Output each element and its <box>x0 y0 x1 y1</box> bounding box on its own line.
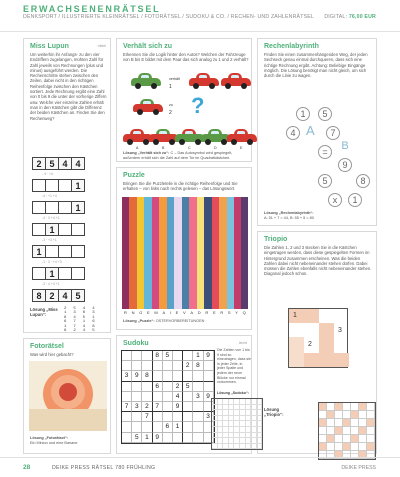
digit-cell: 4 <box>71 157 85 170</box>
maze-node: 9 <box>338 158 352 172</box>
sudoku-cell[interactable] <box>193 422 203 432</box>
sudoku-cell[interactable] <box>183 422 193 432</box>
option-letter: A <box>136 146 139 150</box>
panel-title: Sudoku <box>123 340 149 347</box>
digit-cell: 8 <box>32 289 46 302</box>
digit-cell: 5 <box>45 157 59 170</box>
car-1 <box>131 73 161 88</box>
empty-cell <box>58 201 72 214</box>
panel-title: Triopio <box>264 236 288 243</box>
digit-cell: 1 <box>71 201 85 214</box>
solution-grid: 2 5 4 4 1 3 6 3 6 4 5 1 6 7 1 6 1 7 4 8 8 2 4 5 <box>64 307 97 334</box>
op-row: -3 · 4 +4 +1 <box>42 282 60 286</box>
sudoku-cell[interactable] <box>183 412 193 422</box>
sudoku-cell[interactable]: 5 <box>183 382 193 392</box>
sudoku-grid <box>121 350 215 444</box>
sudoku-cell[interactable]: 5 <box>132 433 142 443</box>
op-row: -4 · 3 +4 +1 <box>42 216 60 220</box>
digit-cell: 1 <box>71 179 85 192</box>
sudoku-cell[interactable] <box>142 392 152 402</box>
panel-fotoratsel <box>23 338 111 454</box>
bottom-digit-row <box>32 289 84 302</box>
empty-cell <box>58 223 72 236</box>
sudoku-cell[interactable] <box>132 412 142 422</box>
car-2 <box>189 73 219 88</box>
sudoku-cell[interactable]: 9 <box>153 433 163 443</box>
sudoku-cell[interactable] <box>163 392 173 402</box>
sudoku-cell[interactable]: 3 <box>122 371 132 381</box>
option-letter: C <box>188 146 191 150</box>
given-number: 3 <box>338 327 342 334</box>
sudoku-cell[interactable]: 1 <box>142 433 152 443</box>
op-row: -4 · +1 +4 <box>42 194 57 198</box>
digit-cell: 1 <box>45 223 59 236</box>
car-option-e <box>227 129 257 144</box>
sudoku-cell[interactable] <box>153 422 163 432</box>
sudoku-cell[interactable] <box>183 392 193 402</box>
sudoku-cell[interactable]: 6 <box>153 382 163 392</box>
sudoku-cell[interactable] <box>122 433 132 443</box>
panel-triopio <box>257 231 377 454</box>
sudoku-cell[interactable]: 3 <box>193 392 203 402</box>
mid-row-3 <box>32 223 84 236</box>
panel-title: Rechenlabyrinth <box>264 43 319 50</box>
option-letter: E <box>240 146 243 150</box>
op-row: - 4 · +4 <box>42 172 53 176</box>
panel-rechenlabyrinth <box>257 38 377 226</box>
mid-row-2 <box>32 201 84 214</box>
sudoku-cell[interactable] <box>193 433 203 443</box>
instructions: Was wird hier gebacht? <box>30 352 74 357</box>
sudoku-cell[interactable] <box>173 412 183 422</box>
empty-cell <box>71 245 85 258</box>
digit-cell: 1 <box>45 267 59 280</box>
sudoku-cell[interactable]: 9 <box>204 351 214 361</box>
sudoku-cell[interactable] <box>122 351 132 361</box>
sudoku-cell[interactable] <box>142 382 152 392</box>
digit-cell: 1 <box>32 245 46 258</box>
empty-cell <box>45 245 59 258</box>
sudoku-cell[interactable] <box>163 402 173 412</box>
sudoku-cell[interactable] <box>163 361 173 371</box>
car-number: 2 <box>169 110 172 116</box>
footer-text: DEIKE PRESS RÄTSEL 780 FRÜHLING <box>52 465 156 471</box>
maze-node: 1 <box>296 107 310 121</box>
sudoku-cell[interactable]: 3 <box>204 412 214 422</box>
sudoku-cell[interactable] <box>122 382 132 392</box>
panel-title: Miss Lupun <box>30 43 69 50</box>
sudoku-cell[interactable] <box>193 382 203 392</box>
sudoku-cell[interactable] <box>163 433 173 443</box>
sudoku-cell[interactable]: 3 <box>132 402 142 412</box>
maze-node: 8 <box>356 174 370 188</box>
sudoku-cell[interactable]: 7 <box>142 412 152 422</box>
panel-verhalt <box>116 38 252 162</box>
sudoku-cell[interactable] <box>204 371 214 381</box>
digit-cell: 5 <box>71 289 85 302</box>
sudoku-cell[interactable] <box>173 351 183 361</box>
sudoku-cell[interactable] <box>183 402 193 412</box>
sudoku-cell[interactable] <box>173 433 183 443</box>
sudoku-cell[interactable]: 2 <box>183 361 193 371</box>
sudoku-cell[interactable] <box>153 371 163 381</box>
solution-cell <box>257 444 263 450</box>
sudoku-cell[interactable] <box>163 382 173 392</box>
instructions: Die Zahlen von 1 bis 9 sind so einzutragen, dass sie in jeder Zeile, in jeder Spalte und jedem der neun Blöcke nur einmal vorkommen. <box>217 348 251 385</box>
triopio-grid <box>288 308 348 368</box>
sudoku-cell[interactable] <box>132 382 142 392</box>
car-label-a: verhält <box>169 77 180 81</box>
sudoku-cell[interactable] <box>173 371 183 381</box>
sudoku-cell[interactable]: 7 <box>153 402 163 412</box>
car-4 <box>133 99 163 114</box>
sudoku-cell[interactable]: 2 <box>173 382 183 392</box>
empty-cell <box>45 201 59 214</box>
maze-node: 5 <box>318 174 332 188</box>
sudoku-cell[interactable]: 7 <box>122 402 132 412</box>
digit-cell: 2 <box>45 289 59 302</box>
sudoku-cell[interactable]: 1 <box>173 422 183 432</box>
instructions: Die Zahlen 1, 2 und 3 stecken Sie in die Kästchen eingetragen werden, dass diese gespiegelten Formen im Hintergrund zusammen erscheinen. Was die beiden Zahlen dabei nicht nebeneinander stehen dürfen. Dabei müssen die Zahlen ebenfalls nicht nebeneinander stehen. Diagonal jedoch schon. <box>264 245 372 277</box>
sudoku-solution-grid <box>211 398 263 450</box>
sudoku-cell[interactable]: 4 <box>173 392 183 402</box>
sudoku-cell[interactable] <box>183 433 193 443</box>
solution: Lösung „Verhält sich zu“: C – Das Autosymbol wird gespiegelt, außerdem erhält sich die Zahl auf dem Tor im Quadratkästchen. <box>123 151 233 160</box>
label-a: A <box>306 123 315 138</box>
empty-cell <box>45 179 59 192</box>
sudoku-cell[interactable] <box>204 382 214 392</box>
panel-title: Puzzle <box>123 172 145 179</box>
sudoku-cell[interactable] <box>122 361 132 371</box>
sudoku-cell[interactable] <box>122 412 132 422</box>
sudoku-cell[interactable] <box>173 361 183 371</box>
sudoku-cell[interactable] <box>132 422 142 432</box>
solution: Lösung „Fotorätsel“: Ein Minion und eine Banane <box>30 436 78 445</box>
maze-node: 7 <box>326 126 340 140</box>
panel-title: Fotorätsel <box>30 343 64 350</box>
given-number: 2 <box>308 341 312 348</box>
photo-image <box>29 361 107 431</box>
triopio-solution-grid <box>318 402 376 460</box>
sudoku-cell[interactable] <box>122 422 132 432</box>
solution-label: Lösung „Sudoku“: <box>217 391 249 395</box>
sudoku-cell[interactable] <box>163 412 173 422</box>
empty-cell <box>71 223 85 236</box>
sudoku-cell[interactable] <box>142 351 152 361</box>
panel-puzzle <box>116 167 252 330</box>
instructions: Um weiterhin ihr Anfangs- zu den vier Endziffern zugelangen, mühten Zahl für Zahl jeweils von Rechnungen (plus und minus) ausgeführt werden. Die Rechenschritte stehen zwischen den Zeilen, dabei nicht in den richtigen Reihenfolge zwischen den Kästchen sortiert. Jede Rechnung ergibt eine Zahl von 0 bis 9 die unter der vorherige Ziffern usw. Welche vier einzelne Zahlen erhält man in den Kästchen gibt die Differenz der beiden Kästchen an. Finden Sie den Rechenweg? <box>30 52 107 121</box>
solution-label: Lösung „Triopio“: <box>264 407 284 417</box>
difficulty-tag: mittel <box>97 44 106 48</box>
sudoku-cell[interactable] <box>132 392 142 402</box>
mid-row-5 <box>32 267 84 280</box>
mid-row-4 <box>32 245 84 258</box>
digit-cell: 4 <box>58 157 72 170</box>
section-title: ERWACHSENENRÄTSEL <box>23 4 161 14</box>
sudoku-cell[interactable] <box>183 371 193 381</box>
puzzle-letter-row: R N G E M A I E V A D R E R S Y Q <box>124 310 246 315</box>
option-letter: D <box>214 146 217 150</box>
panel-title: Verhält sich zu <box>123 43 173 50</box>
empty-cell <box>58 179 72 192</box>
solution: Lösung „Rechenlabyrinth“: A: 51 + 7 = 44, B: 55 + 5 = 80 <box>264 211 314 220</box>
sudoku-cell[interactable]: 6 <box>163 422 173 432</box>
digit-cell: 2 <box>32 157 46 170</box>
puzzle-image <box>122 197 248 309</box>
solution: Lösung „Puzzle“: OSTERVORBEREITUNGEN <box>123 319 205 323</box>
sudoku-cell[interactable]: 8 <box>153 351 163 361</box>
sudoku-cell[interactable] <box>183 351 193 361</box>
category-list: DENKSPORT / ILLUSTRIERTE KLEINRÄTSEL / FOTORÄTSEL / SUDOKU & CO. / RECHEN- UND ZAHLENRÄTSEL <box>23 14 314 20</box>
op-row: -3 · +3 +1 <box>42 238 57 242</box>
maze-node: = <box>318 145 332 159</box>
sudoku-cell[interactable] <box>122 392 132 402</box>
sudoku-cell[interactable]: 9 <box>204 392 214 402</box>
sudoku-cell[interactable] <box>204 361 214 371</box>
sudoku-cell[interactable] <box>153 392 163 402</box>
op-row: -1 · 3 · +4 +3 <box>42 260 62 264</box>
sudoku-cell[interactable] <box>132 361 142 371</box>
sudoku-cell[interactable]: 9 <box>173 402 183 412</box>
digit-cell: 4 <box>58 289 72 302</box>
maze-node: 1 <box>348 193 362 207</box>
sudoku-cell[interactable]: 8 <box>142 371 152 381</box>
option-letter: B <box>162 146 165 150</box>
mid-row-1 <box>32 179 84 192</box>
sudoku-cell[interactable] <box>132 351 142 361</box>
empty-cell <box>71 267 85 280</box>
sudoku-cell[interactable] <box>153 361 163 371</box>
digital-price: DIGITAL: 76,00 EUR <box>324 14 376 20</box>
panel-miss-lupun <box>23 38 111 333</box>
car-3 <box>221 73 251 88</box>
sudoku-cell[interactable] <box>163 371 173 381</box>
sudoku-cell[interactable]: 9 <box>132 371 142 381</box>
sudoku-cell[interactable] <box>193 412 203 422</box>
sudoku-cell[interactable]: 2 <box>142 402 152 412</box>
sudoku-cell[interactable] <box>153 412 163 422</box>
instructions: Finden Sie einen zusammenhängenden Weg, der jeden Sechseck genau einmal durchqueren, dass sich eine richtige Rechnung ergibt. Achtung: Beliebige Eingänge möglich. Die Lösung benötigt man nicht gleich, um sich durch die Linie zu wagen. <box>264 52 368 79</box>
maze-node: x <box>328 193 342 207</box>
empty-cell <box>58 245 72 258</box>
question-mark: ? <box>191 93 205 118</box>
sudoku-cell[interactable] <box>142 361 152 371</box>
instructions: Bringen Sie die Puzzleteile in die richtige Reihenfolge und Sie erhalten – von links nach rechts gelesen – das Lösungswort. <box>123 181 238 192</box>
empty-cell <box>32 179 46 192</box>
top-digit-row <box>32 157 84 170</box>
sudoku-cell[interactable]: 8 <box>193 361 203 371</box>
solution-label: Lösung „Miss Lupun“: <box>30 307 58 317</box>
empty-cell <box>32 223 46 236</box>
given-number: 1 <box>293 312 297 319</box>
maze-node: 5 <box>318 107 332 121</box>
publisher: DEIKE PRESS <box>341 465 376 471</box>
instructions: Erkennen Sie die Logik hinter den Autos? Welchen der Fahrzeuge von B bis E bildet mit dem Paar das sich analog zu 1 und 2 verhält? <box>123 52 249 63</box>
empty-cell <box>32 201 46 214</box>
sudoku-cell[interactable]: 1 <box>193 351 203 361</box>
empty-cell <box>32 267 46 280</box>
panel-sudoku <box>116 335 252 454</box>
empty-cell <box>58 267 72 280</box>
difficulty-tag: leicht <box>238 341 247 345</box>
car-label-b: zu <box>169 103 173 107</box>
page-header <box>0 0 400 32</box>
sudoku-cell[interactable] <box>142 422 152 432</box>
page-footer <box>0 457 400 477</box>
sudoku-cell[interactable] <box>193 402 203 412</box>
sudoku-cell[interactable] <box>193 371 203 381</box>
maze-node: B <box>338 139 352 153</box>
page-number: 28 <box>23 464 31 471</box>
maze-node: 4 <box>286 126 300 140</box>
car-number: 1 <box>169 84 172 90</box>
sudoku-cell[interactable]: 5 <box>163 351 173 361</box>
